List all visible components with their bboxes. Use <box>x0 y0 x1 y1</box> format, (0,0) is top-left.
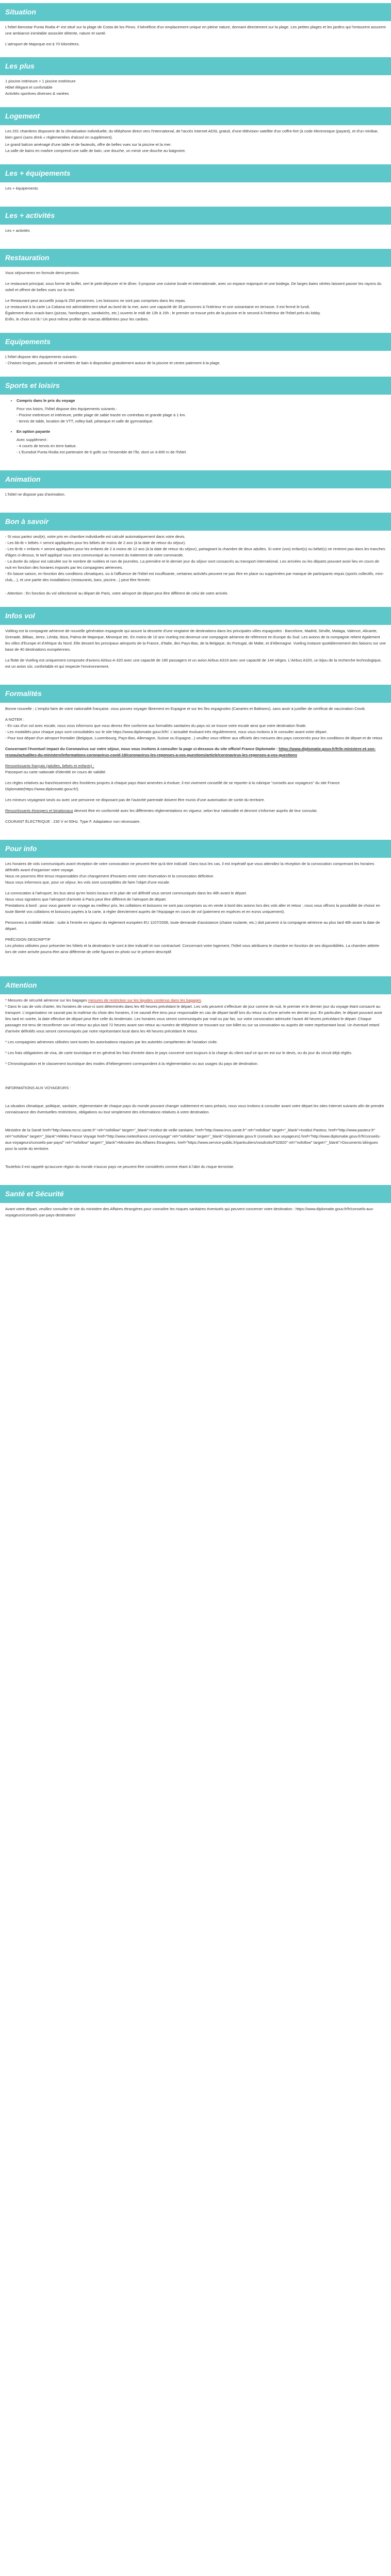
paragraph-text: devront être en conformité avec les différentes réglementations en vigueur, selon leur nationalité et devront s'informer auprès de leur consulat. <box>73 808 318 813</box>
logement-body <box>0 128 391 154</box>
paragraph: Le Restaurant peut accueillir jusqu'à 250 personnes. Les boissons ne sont pas comprises dans les repas. <box>5 298 186 303</box>
paragraph: * Dans le cas de vols charter, les horaires de ceux-ci sont déterminés dans les 48 heures précédant le départ. Les vols peuvent s'effectuer de jour comme de nuit, le premier et le dernier jour du voyage étant consacré au transport. L'organisateur ne saurait pas la maîtrise du choix des horaires, il ne saurait être tenu pour responsable en cas de départ tardif lors du retour ou d'une arrivée en dernier jour. En particulier, le départ pouvant avoir lieu tard en soirée, la date effective de départ peut être celle du lendemain. Les horaires vous seront communiqués par mail ou par fax, sur votre convocation adressée l'avant 48 heures précédant le départ. Chaque passager est tenu de reconfirmer son vol retour au plus tard 72 heures avant son retour au numéro de téléphone se trouvant sur son billet ou sur sa convocation ou auprès de notre représentant local. Un éventuel retard d'arrivée définitifs vous seront communiqués par notre représentant local dans les 48 heures précédant le retour. <box>5 1004 383 1033</box>
section-title-les-plus: Les plus <box>0 57 391 75</box>
section-title-sante: Santé et Sécurité <box>0 1185 391 1203</box>
sports-group-title: En option payante <box>17 429 51 434</box>
animation-body <box>0 492 391 498</box>
paragraph-text: . <box>201 998 202 1003</box>
paragraph: Bonne nouvelle ; L'emploi faire de votre nationalité française, vous pouvez voyager librement en Espagne et sur les îles espagnoles (Canaries et Baléares), sans avoir à justifier de certificat de vaccination Covid. <box>5 706 366 711</box>
paragraph: Enfin, le choix est là ! Un peut même profiter de marcas délibérées pour les caribes. <box>5 317 149 321</box>
paragraph: Le restaurant à la carte La Cabana est admirablement situé au bord de la mer, avec une capacité de 35 personnes à l'intérieur et une soixantaine en terrasse. Il est fermé le lundi. <box>5 304 310 309</box>
sports-body <box>0 398 391 455</box>
list-line: - 4 courts de tennis en terre battue. <box>17 444 77 448</box>
paragraph-text: * Mesures de sécurité aérienne sur les bagages <box>5 998 88 1003</box>
paragraph: Prestations à bord : pour vous garantir un voyage au meilleur prix, les collations et boissons ne sont pas comprises ou en vente à bord des avions lors des vols aller et retour ; nous vous offrons la possibilité de choisir en toute liberté vos collations et boissons payées à la carte, à régler directement auprès de l'équipage en cours de vol (paiement en espèces et en euros uniquement). <box>5 903 380 914</box>
attention-body <box>0 997 391 1170</box>
paragraph: Les 201 chambres disposent de la climatisation individuelle, du téléphone direct vers l'international, de l'accès Internet ADSL gratuit, d'une télévision satellite d'un coffre-fort (à code électronique (payant), et d'un minibar, bien garni (sans drink « réglementées d'alcool en supplément). <box>5 129 379 140</box>
paragraph: Les règles relatives au franchissement des frontières propres à chaque pays étant amenées à évoluer, il est vivement conseillé de se reporter à la rubrique "conseils aux voyageurs" du site France Diplomatie(https://www.diplomatie.gouv.fr/). <box>5 781 340 791</box>
infos-vol-body <box>0 628 391 670</box>
paragraph: La convocation à l'aéroport, les bus ainsi qu'en loisirs locaux et le plan de vol définitif vous seront communiqués dans les 48h avant le départ. <box>5 891 247 895</box>
paragraph: La flotte de Vueling est uniquement composée d'avions Airbus A-320 avec une capacité de 180 passagers et un avion Airbus A319 avec une capacité de 144 sièges. L'Airbus A320, un bijou de la recherche technologique, est un avion sûr, confortable et qui respecte l'environnement. <box>5 658 382 669</box>
subheading: Ressortissants français (adultes, bébés et enfants) : <box>5 764 94 768</box>
paragraph: La salle de bains en marbre comprend une salle de bain, une douche, un miroir une douche au baignoire. <box>5 148 186 153</box>
list-item: Hôtel élégant et confortable <box>5 85 53 90</box>
coronavirus-notice: Concernant l'éventuel impact du Coronavirus sur votre séjour, nous vous invitons à consulter la page ci-dessous du site officiel France Diplomatie : <box>5 747 278 751</box>
section-title-restauration: Restauration <box>0 249 391 267</box>
paragraph: COURANT ÉLECTRIQUE : 230 V et 50Hz. Type F. Adaptateur non nécessaire. <box>5 819 141 824</box>
paragraph: Les + équipements <box>5 186 38 191</box>
equipements-plus-body <box>0 185 391 192</box>
paragraph: * Les frais obligatoires de visa, de carte touristique et en général les frais d'entrée dans le pays concerné sont toujours à la charge du client sauf ce qui en est sur le devis, ou du jour du circuit déjà réglés. <box>5 1050 353 1055</box>
paragraph <box>5 997 386 1004</box>
section-title-infos-vol: Infos vol <box>0 607 391 625</box>
list-item: Activités sportives diverses & variées <box>5 91 69 96</box>
paragraph: Passeport ou carte nationale d'identité en cours de validité. <box>5 770 107 774</box>
paragraph: Voliting est la compagnie aérienne de nouvelle génération espagnole qui assure la desserte d'une vingtaine de destinations dans les principales villes espagnoles : Barcelone, Madrid, Séville, Malaga, Valence, Alicante, Grenade, Bilbao, Jerez, Lérida, Ibiza, Palma de Majorque, Minorque etc. En moins de 10 ans Vueling est devenue une compagnie aérienne de référence en Europe du Sud. Les avions de la compagnie relient également les villes d'Europe et d'Afrique du Nord. Elle dessert les principaux aéroports de la France, d'Italie, des Pays-Bas, de la Belgique, du Portugal, de Malte, et d'Allemagne. Vueling instaure quotidiennement des liaisons sur une base de 40 destinations européennes. <box>5 629 386 652</box>
section-title-equipements-plus: Les + équipements <box>0 164 391 182</box>
paragraph: - Si vous partez seul(e), votre prix en chambre individuelle est calculé automatiquement dans votre devis. <box>5 534 186 539</box>
paragraph <box>5 746 386 758</box>
paragraph: Nous ne pourrons être tenus responsables d'un changement d'horaires entre votre réservation et la convocation définitive. <box>5 874 215 878</box>
paragraph: Également deux snack-bars (pizzas, hamburgers, sandwichs, etc.) ouverts le midi de 13h à 15h ; le premier se trouve près de la piscine et le second à l'intérieur de l'hôtel près du lobby. <box>5 311 321 315</box>
paragraph: - Les tb-tb + enfants = seront appliquées pour les enfants de 2 à moins de 12 ans (à la date de retour du séjour), partageant la chambre de deux adultes. Si votre (vos) enfant(s) ou bébé(s) ne rentrent pas dans les tranches d'âges ci-dessus, le tarif appliqué vous sera communiqué au moment du traitement de votre commande. <box>5 547 385 557</box>
liquids-restriction-link[interactable]: mesures de restriction sur les liquides contenus dans les bagages <box>88 998 201 1003</box>
paragraph: - En basse saison, en fonction des conditions climatiques, ou à l'affluence de l'hôtel est insuffisante, certaines activités peuvent ne pas être en place ou supprimées par manque de participants requis (sports collectifs, mini-club,...), et une partie des installations (restaurants, bars, piscine...) peut être fermée. <box>5 571 384 582</box>
section-title-sports: Sports et loisirs <box>0 377 391 395</box>
paragraph: PRÉCISION DESCRIPTIF <box>5 937 51 942</box>
paragraph: - Les modalités pour chaque pays sont consultables sur le site https://www.diplomatie.gouv.fr/fr/. L'actualité évoluant très régulièrement, nous vous invitons à le consulter avant votre départ. <box>5 730 328 734</box>
paragraph: - Les bb-tb + bébés = seront appliquées pour les bébés de moins de 2 ans (à la date de retour du séjour). <box>5 540 186 545</box>
list-item <box>17 398 386 425</box>
paragraph: * Les compagnies aériennes utilisées sont toutes les autorisations requises par les autorités compétentes de l'aviation civile. <box>5 1040 218 1044</box>
section-title-pour-info: Pour info <box>0 840 391 858</box>
paragraph: Les + activités <box>5 228 30 233</box>
paragraph: - Chaises longues, parasols et serviettes de bain à disposition gratuitement autour de la piscine et centre paiement à la plage. <box>5 361 221 365</box>
situation-body <box>0 24 391 47</box>
paragraph: Vous séjournerez en formule demi-pension. <box>5 270 80 275</box>
paragraph: INFORMATIONS AUX VOYAGEURS : <box>5 1086 71 1090</box>
list-line: Avec supplément : <box>17 437 48 442</box>
paragraph: - Attention : En fonction du vol sélectionné au départ de Paris, votre aéroport de départ peut être différent de celui de votre arrivée. <box>5 591 229 596</box>
section-title-formalites: Formalités <box>0 685 391 703</box>
paragraph: Les horaires de vols communiqués avant réception de votre convocation ne peuvent être qu'à titre indicatif. Dans tous les cas, il est impératif que vous attendiez la réception de la convocation comprenant les horaires définitifs avant d'organiser votre voyage. <box>5 861 374 872</box>
formalites-body <box>0 706 391 825</box>
list-line: - L'Euroduit Punta Rodia est partenaire de 6 golfs sur l'ensemble de l'île, dont un à 800 m de l'hôtel. <box>17 450 187 454</box>
bon-a-savoir-body <box>0 534 391 597</box>
sports-list <box>5 398 386 455</box>
list-line: - Piscine extérieure et intérieure, petite plage de sable tracée en contrebas et grande plage à 1 km. <box>17 413 186 417</box>
paragraph: Le grand balcon aménagé d'une table et de fauteuils, offre de belles vues sur la piscine et la mer. <box>5 142 172 147</box>
list-line: Pour vos loisirs, l'hôtel dispose des équipements suivants : <box>17 406 118 411</box>
sante-body <box>0 1206 391 1218</box>
links-paragraph[interactable]: Ministère de la Santé href="http://www.mcnc.sante.fr" rel="nofollow" target="_blank">Institut de veille sanitaire, href="http://www.invs.sante.fr" rel="nofollow" target="_blank">Institut Pasteur, href="http://www.pasteur.fr" rel="nofollow" target="_blank">Météo France Voyage href="http://www.meteofrance.com/voyage" rel="nofollow" target="_blank">Diplomatie.gouv.fr (conseils aux voyageurs) href="http://www.diplomatie.gouv.fr/fr/conseils-aux-voyageurs/conseils-par-pays/" rel="nofollow" target="_blank">Ministère des Affaires Etrangères, href="https://www.service-public.fr/particuliers/vosdroits/F32820" rel="nofollow" target="_blank">Documents bilingues pour la sortie du territoire. <box>5 1128 381 1151</box>
paragraph: - Pour tout départ d'un aéroport frontalier (Belgique, Luxembourg, Pays-Bas, Allemagne, Suisse ou Espagne...) veuillez vous référer aux officiels des mesures des pays concernés pour les conditions de départ et de retour. <box>5 736 383 740</box>
paragraph: Avant votre départ, veuillez consulter le site du ministère des Affaires étrangères pour connaître les risques sanitaires éventuels qui peuvent concerner votre destination : https://www.diplomatie.gouv.fr/fr/conseils-aux-voyageurs/conseils-par-pays-destination/ <box>5 1207 374 1217</box>
paragraph: Personnes à mobilité réduite : suite à l'entrée en vigueur du règlement européen EU 1107/2006, toute demande d'assistance (chaise roulante, etc.) doit parvenir à la compagnie aérienne au plus tard 48h avant la date de départ. <box>5 920 380 931</box>
section-title-equipements: Equipements <box>0 333 391 351</box>
activites-plus-body <box>0 228 391 234</box>
paragraph: A NOTER : <box>5 717 25 722</box>
section-title-attention: Attention <box>0 976 391 994</box>
pour-info-body <box>0 861 391 955</box>
section-title-logement: Logement <box>0 107 391 125</box>
paragraph: - En cas d'un vol avec escale, nous vous informons que vous devrez être conforme aux formalités sanitaires du pays où se trouve votre escale ainsi que votre destination finale. <box>5 723 307 728</box>
paragraph: Les mineurs voyageant seuls ou avec une personne ne disposant pas de l'autorité parentale doivent être munis d'une autorisation de sortie du territoire. <box>5 798 265 802</box>
subheading: Ressortissants étrangers et binationaux <box>5 808 73 813</box>
list-line: - tennis de table, location de VTT, volley-ball, pétanque et salle de gymnastique. <box>17 419 154 423</box>
sports-group-title: Compris dans le prix du voyage <box>17 398 75 403</box>
les-plus-body <box>0 78 391 97</box>
section-title-animation: Animation <box>0 470 391 488</box>
paragraph: Le restaurant principal, sous forme de buffet, sert le petit-déjeuner et le dîner. Il propose une cuisine locale et internationale, avec un espace majorquin et une bodega. De larges baies vitrées laissent passer les rayons du soleil et offrent de belles vues sur la mer. <box>5 281 382 292</box>
restauration-body <box>0 270 391 323</box>
section-title-situation: Situation <box>0 3 391 21</box>
section-title-activites-plus: Les + activités <box>0 207 391 225</box>
paragraph: Nous vous signalons que l'aéroport d'arrivée à Paris peut être différent de l'aéroport de départ. <box>5 897 167 902</box>
paragraph: Les photos utilisées pour présenter les hôtels et la destination le sont à titre indicatif et non contractuel. Concernant votre logement, l'hôtel vous attribuera le chambre en fonction de ses disponibilités. La chambre attitrée lors de votre arrivée pourra être ainsi différente de celle figurant en photo sur le présent descriptif. <box>5 943 380 954</box>
paragraph: L'hôtel Iberostar Punta Rodia 4* est situé sur la plage de Costa de los Pinos. Il bénéficie d'un emplacement unique en pleine nature, donnant directement sur la plage. Les petites plages et les jardins qui l'entourent assurent une ambiance inimitable associée détente, nature et santé. <box>5 25 386 36</box>
diplomatie-link[interactable]: https://www.diplomatie.gouv.fr/fr/le-ministere-et-son-reseau/actualites-du-ministere/informations-coronavirus-covid-19/coronavirus-les-reponses-a-vos-questions/article/coronavirus-les-reponses-a-vos-questions <box>5 747 376 757</box>
paragraph: L'hôtel dispose des équipements suivants : <box>5 354 79 359</box>
paragraph: - La durée du séjour est calculée sur le nombre de nuitées et non de journées. La première et le dernier jour du séjour sont consacrés au transport international. Les arrivées ou les départs pouvant avoir lieu en cours de nuit en fonction des horaires imposés par les compagnies aériennes. <box>5 559 380 570</box>
paragraph: La situation climatique, politique, sanitaire, réglementaire de chaque pays du monde pouvant changer subitement et sans préavis, nous vous invitons à consulter avant votre départ les sites Internet suivants afin de prendre connaissance des éventuelles restrictions, obligations ou tout simplement des informations relatives à votre destination. <box>5 1104 384 1114</box>
list-item <box>17 429 386 455</box>
paragraph: Nous vous informons que, pour ce séjour, les vols sont susceptibles de faire l'objet d'une escale. <box>5 880 170 885</box>
paragraph: L'hôtel ne dispose pas d'animation. <box>5 492 66 497</box>
section-title-bon-a-savoir: Bon à savoir <box>0 513 391 531</box>
paragraph: Toutefois il est rappelé qu'aucune région du monde n'aucun pays ne peuvent être considérés comme étant à l'abri du risque terroriste. <box>5 1164 235 1169</box>
equipements-body <box>0 354 391 366</box>
list-item: 1 piscine intérieure + 1 piscine extérieure <box>5 79 76 83</box>
paragraph <box>5 808 386 814</box>
paragraph: * Chronologisation et le classement touristique des modes d'hébergement correspondent à la réglementation ou aux usages du pays de destination. <box>5 1061 258 1066</box>
paragraph: L'aéroport de Majorque est à 70 kilomètres. <box>5 42 80 46</box>
